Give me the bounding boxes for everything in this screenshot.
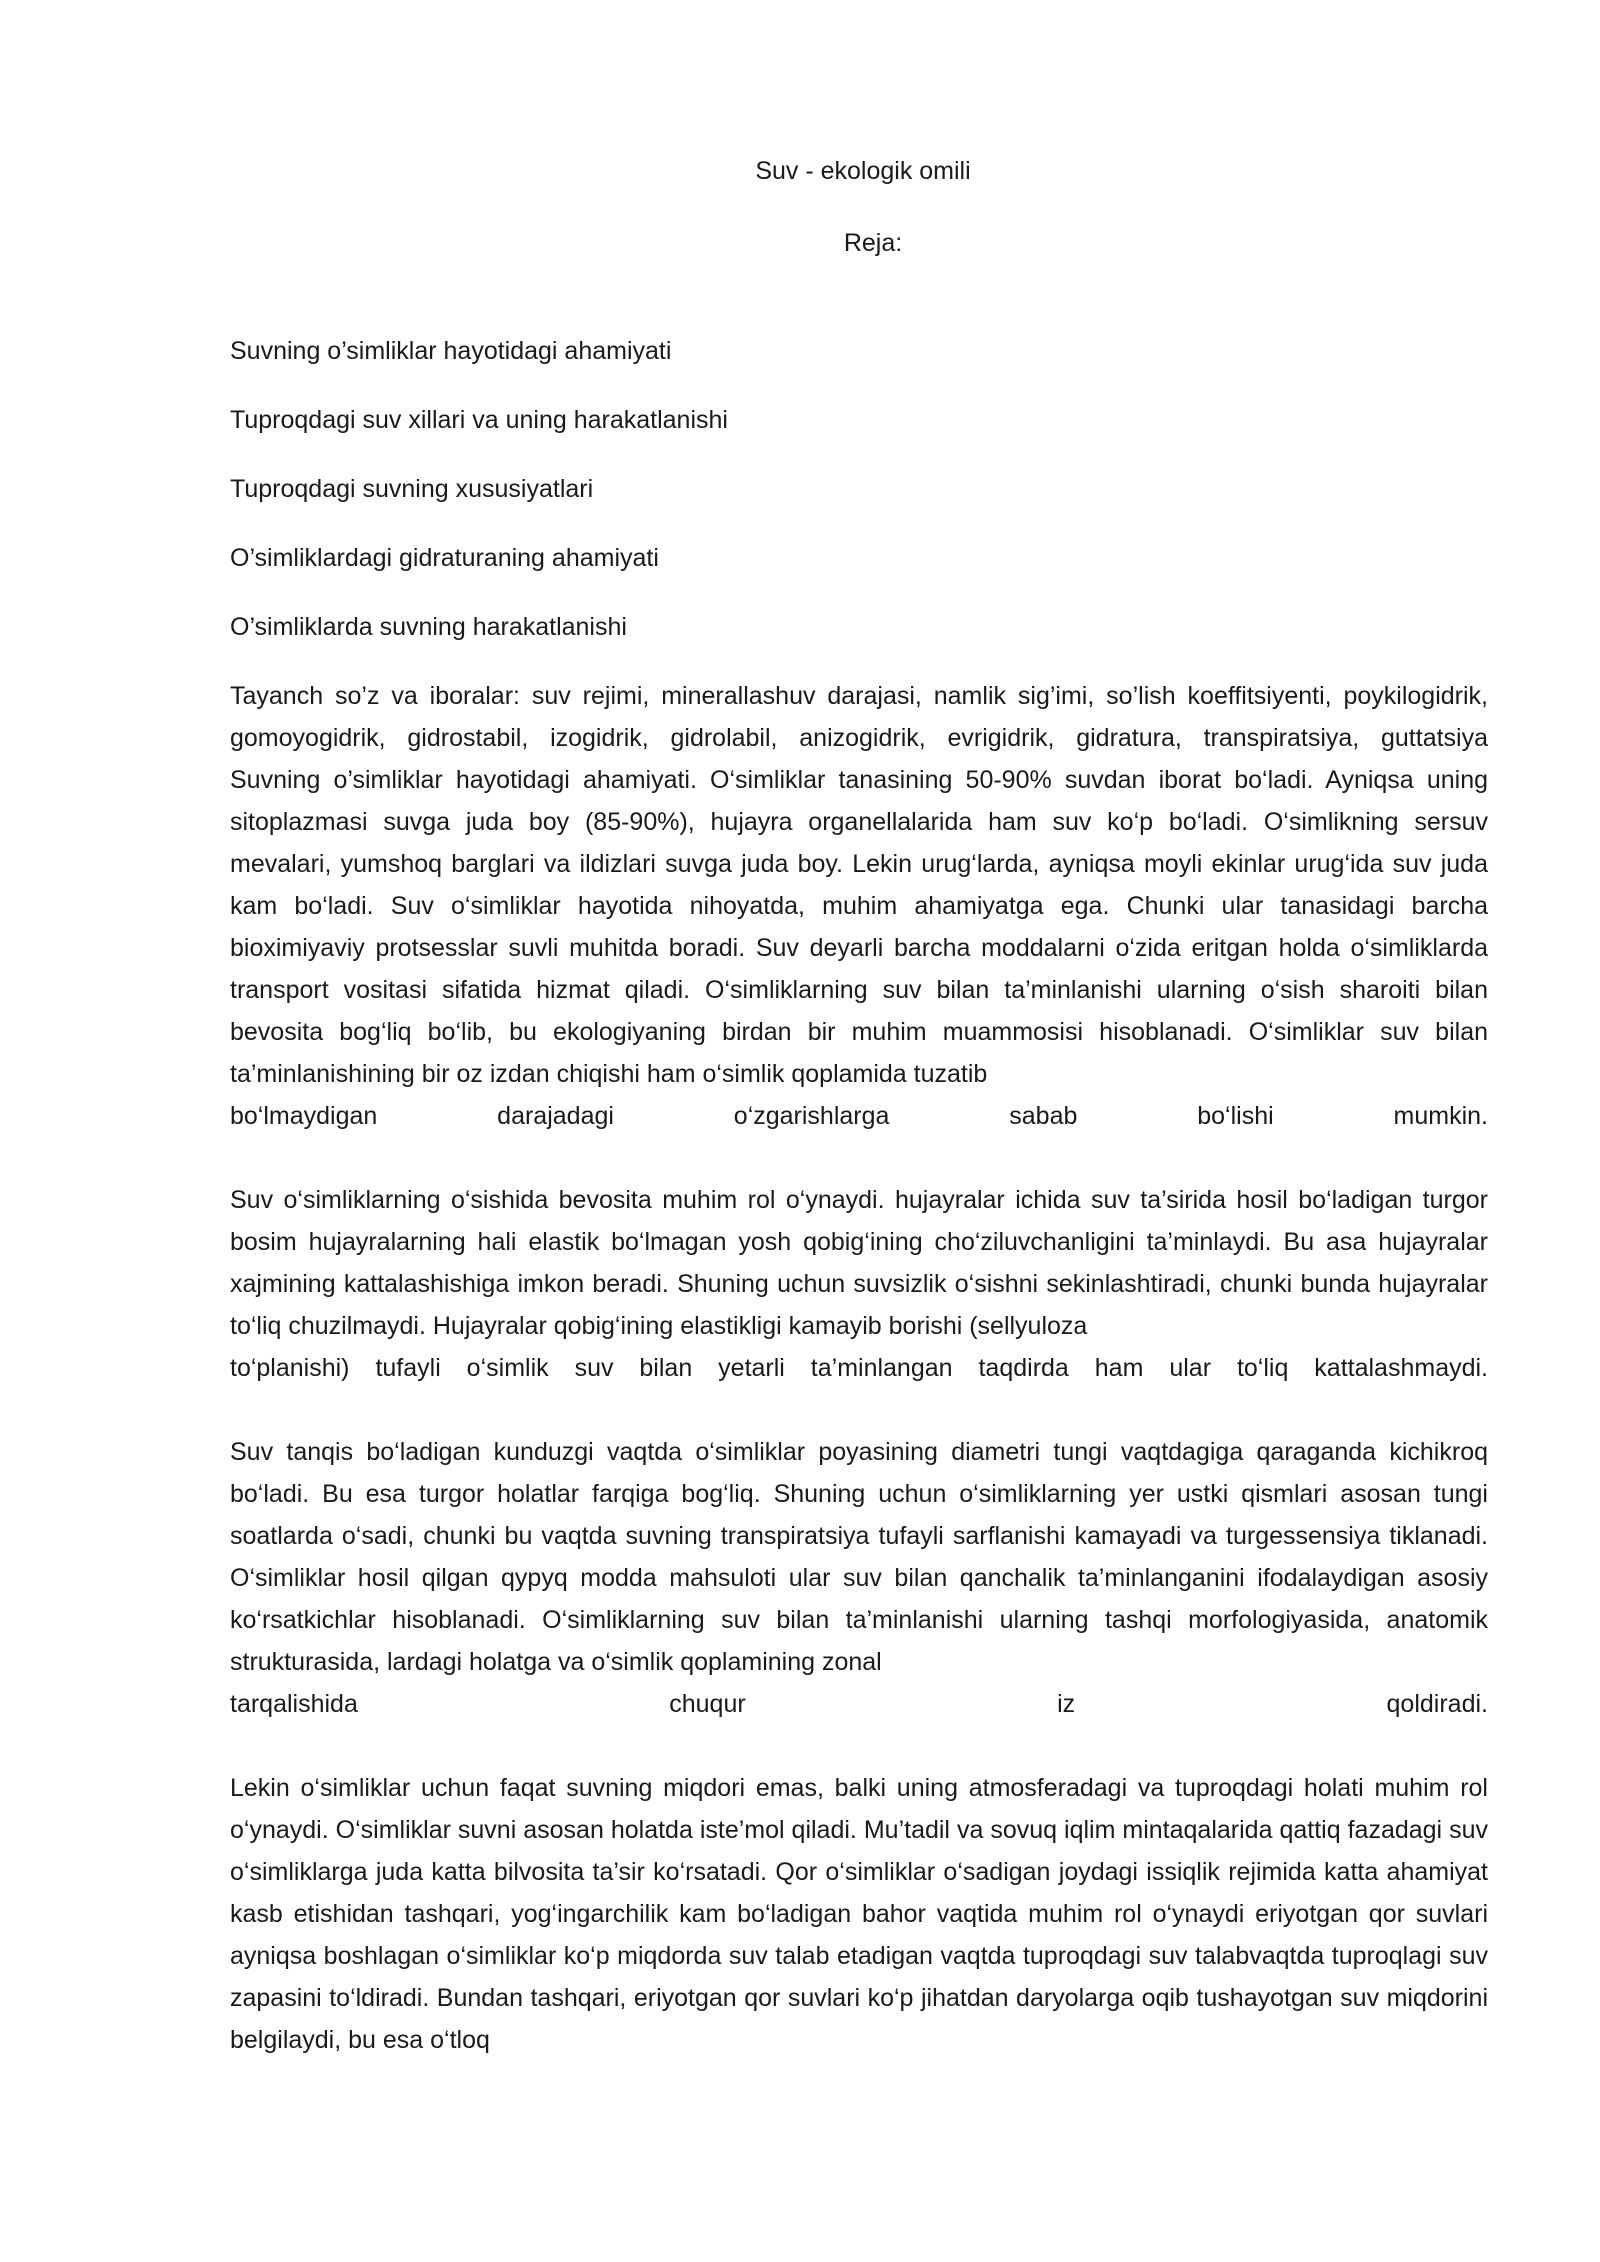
paragraph-3-body: Suv tanqis bo‘ladigan kunduzgi vaqtda o‘simliklar poyasining diametri tungi vaqtdagiga qaraganda kichikroq bo‘ladi. Bu esa turgor holatlar farqiga bog‘liq. Shuning uchun o‘simliklarning yer ustki qismlari asosan tungi soatlarda o‘sadi, chunki bu vaqtda suvning transpiratsiya tufayli sarflanishi kamayadi va turgessensiya tiklanadi. O‘simliklar hosil qilgan qypyq modda mahsuloti ular suv bilan qanchalik ta’minlanganini ifodalaydigan asosiy ko‘rsatkichlar hisoblanadi. O‘simliklarning suv bilan ta’minlanishi ularning tashqi morfologiyasida, anatomik strukturasida, lardagi holatga va o‘simlik qoplamining zonal [230,1438,1488,1676]
plan-item-5: O’simliklarda suvning harakatlanishi [230,613,627,641]
plan-label: Reja: [843,229,903,257]
paragraph-2 [230,1179,1488,1389]
paragraph-4-body: Lekin o‘simliklar uchun faqat suvning miqdori emas, balki uning atmosferadagi va tuproqdagi holati muhim rol o‘ynaydi. O‘simliklar suvni asosan holatda iste’mol qiladi. Mu’tadil va sovuq iqlim mintaqalarida qattiq fazadagi suv o‘simliklarga juda katta bilvosita ta’sir ko‘rsatadi. Qor o‘simliklar o‘sadigan joydagi issiqlik rejimida katta ahamiyat kasb etishidan tashqari, yog‘ingarchilik kam bo‘ladigan bahor vaqtida muhim rol o‘ynaydi eriyotgan qor suvlari ayniqsa boshlagan o‘simliklar ko‘p miqdorda suv talab etadigan vaqtda tuproqdagi suv talabvaqtda tuproqlagi suv zapasini to‘ldiradi. Bundan tashqari, eriyotgan qor suvlari ko‘p jihatdan daryolarga oqib tushayotgan suv miqdorini belgilaydi, bu esa o‘tloq [230,1774,1488,2054]
paragraph-3-last-line: tarqalishida chuqur iz qoldiradi. [230,1690,1488,1718]
keywords-paragraph: Tayanch so’z va iboralar: suv rejimi, minerallashuv darajasi, namlik sig’imi, so’lish koeffitsiyenti, poykilogidrik, gomoyogidrik, gidrostabil, izogidrik, gidrolabil, anizogidrik, evrigidrik, gidratura, transpiratsiya, guttatsiya [230,682,1488,752]
paragraph-1-body: Suvning o’simliklar hayotidagi ahamiyati. O‘simliklar tanasining 50-90% suvdan iborat bo‘ladi. Ayniqsa uning sitoplazmasi suvga juda boy (85-90%), hujayra organellalarida ham suv ko‘p bo‘ladi. O‘simlikning sersuv mevalari, yumshoq barglari va ildizlari suvga juda boy. Lekin urug‘larda, ayniqsa moyli ekinlar urug‘ida suv juda kam bo‘ladi. Suv o‘simliklar hayotida nihoyatda, muhim ahamiyatga ega. Chunki ular tanasidagi barcha bioximiyaviy protsesslar suvli muhitda boradi. Suv deyarli barcha moddalarni o‘zida eritgan holda o‘simliklarda transport vositasi sifatida hizmat qiladi. O‘simliklarning suv bilan ta’minlanishi ularning o‘sish sharoiti bilan bevosita bog‘liq bo‘lib, bu ekologiyaning birdan bir muhim muammosisi hisoblanadi. O‘simliklar suv bilan ta’minlanishining bir oz izdan chiqishi ham o‘simlik qoplamida tuzatib [230,766,1488,1088]
plan-item-2: Tuproqdagi suv xillari va uning harakatlanishi [230,406,728,434]
paragraph-3 [230,1431,1488,1725]
paragraph-2-body: Suv o‘simliklarning o‘sishida bevosita muhim rol o‘ynaydi. hujayralar ichida suv ta’sirida hosil bo‘ladigan turgor bosim hujayralarning hali elastik bo‘lmagan yosh qobig‘ining cho‘ziluvchanligini ta’minlaydi. Bu asa hujayralar xajmining kattalashishiga imkon beradi. Shuning uchun suvsizlik o‘sishni sekinlashtiradi, chunki bunda hujayralar to‘liq chuzilmaydi. Hujayralar qobig‘ining elastikligi kamayib borishi (sellyuloza [230,1186,1488,1340]
document-page [230,150,1488,2103]
plan-item-3: Tuproqdagi suvning xususiyatlari [230,475,594,503]
paragraph-1 [230,759,1488,1137]
paragraph-2-last-line: to‘planishi) tufayli o‘simlik suv bilan yetarli ta’minlangan taqdirda ham ular to‘liq kattalashmaydi. [230,1354,1488,1382]
plan-item-1: Suvning o’simliklar hayotidagi ahamiyati [230,337,672,365]
paragraph-1-last-line: bo‘lmaydigan darajadagi o‘zgarishlarga sabab bo‘lishi mumkin. [230,1102,1488,1130]
document-title: Suv - ekologik omili [755,157,971,185]
paragraph-4 [230,1767,1488,2061]
plan-item-4: O’simliklardagi gidraturaning ahamiyati [230,544,659,572]
